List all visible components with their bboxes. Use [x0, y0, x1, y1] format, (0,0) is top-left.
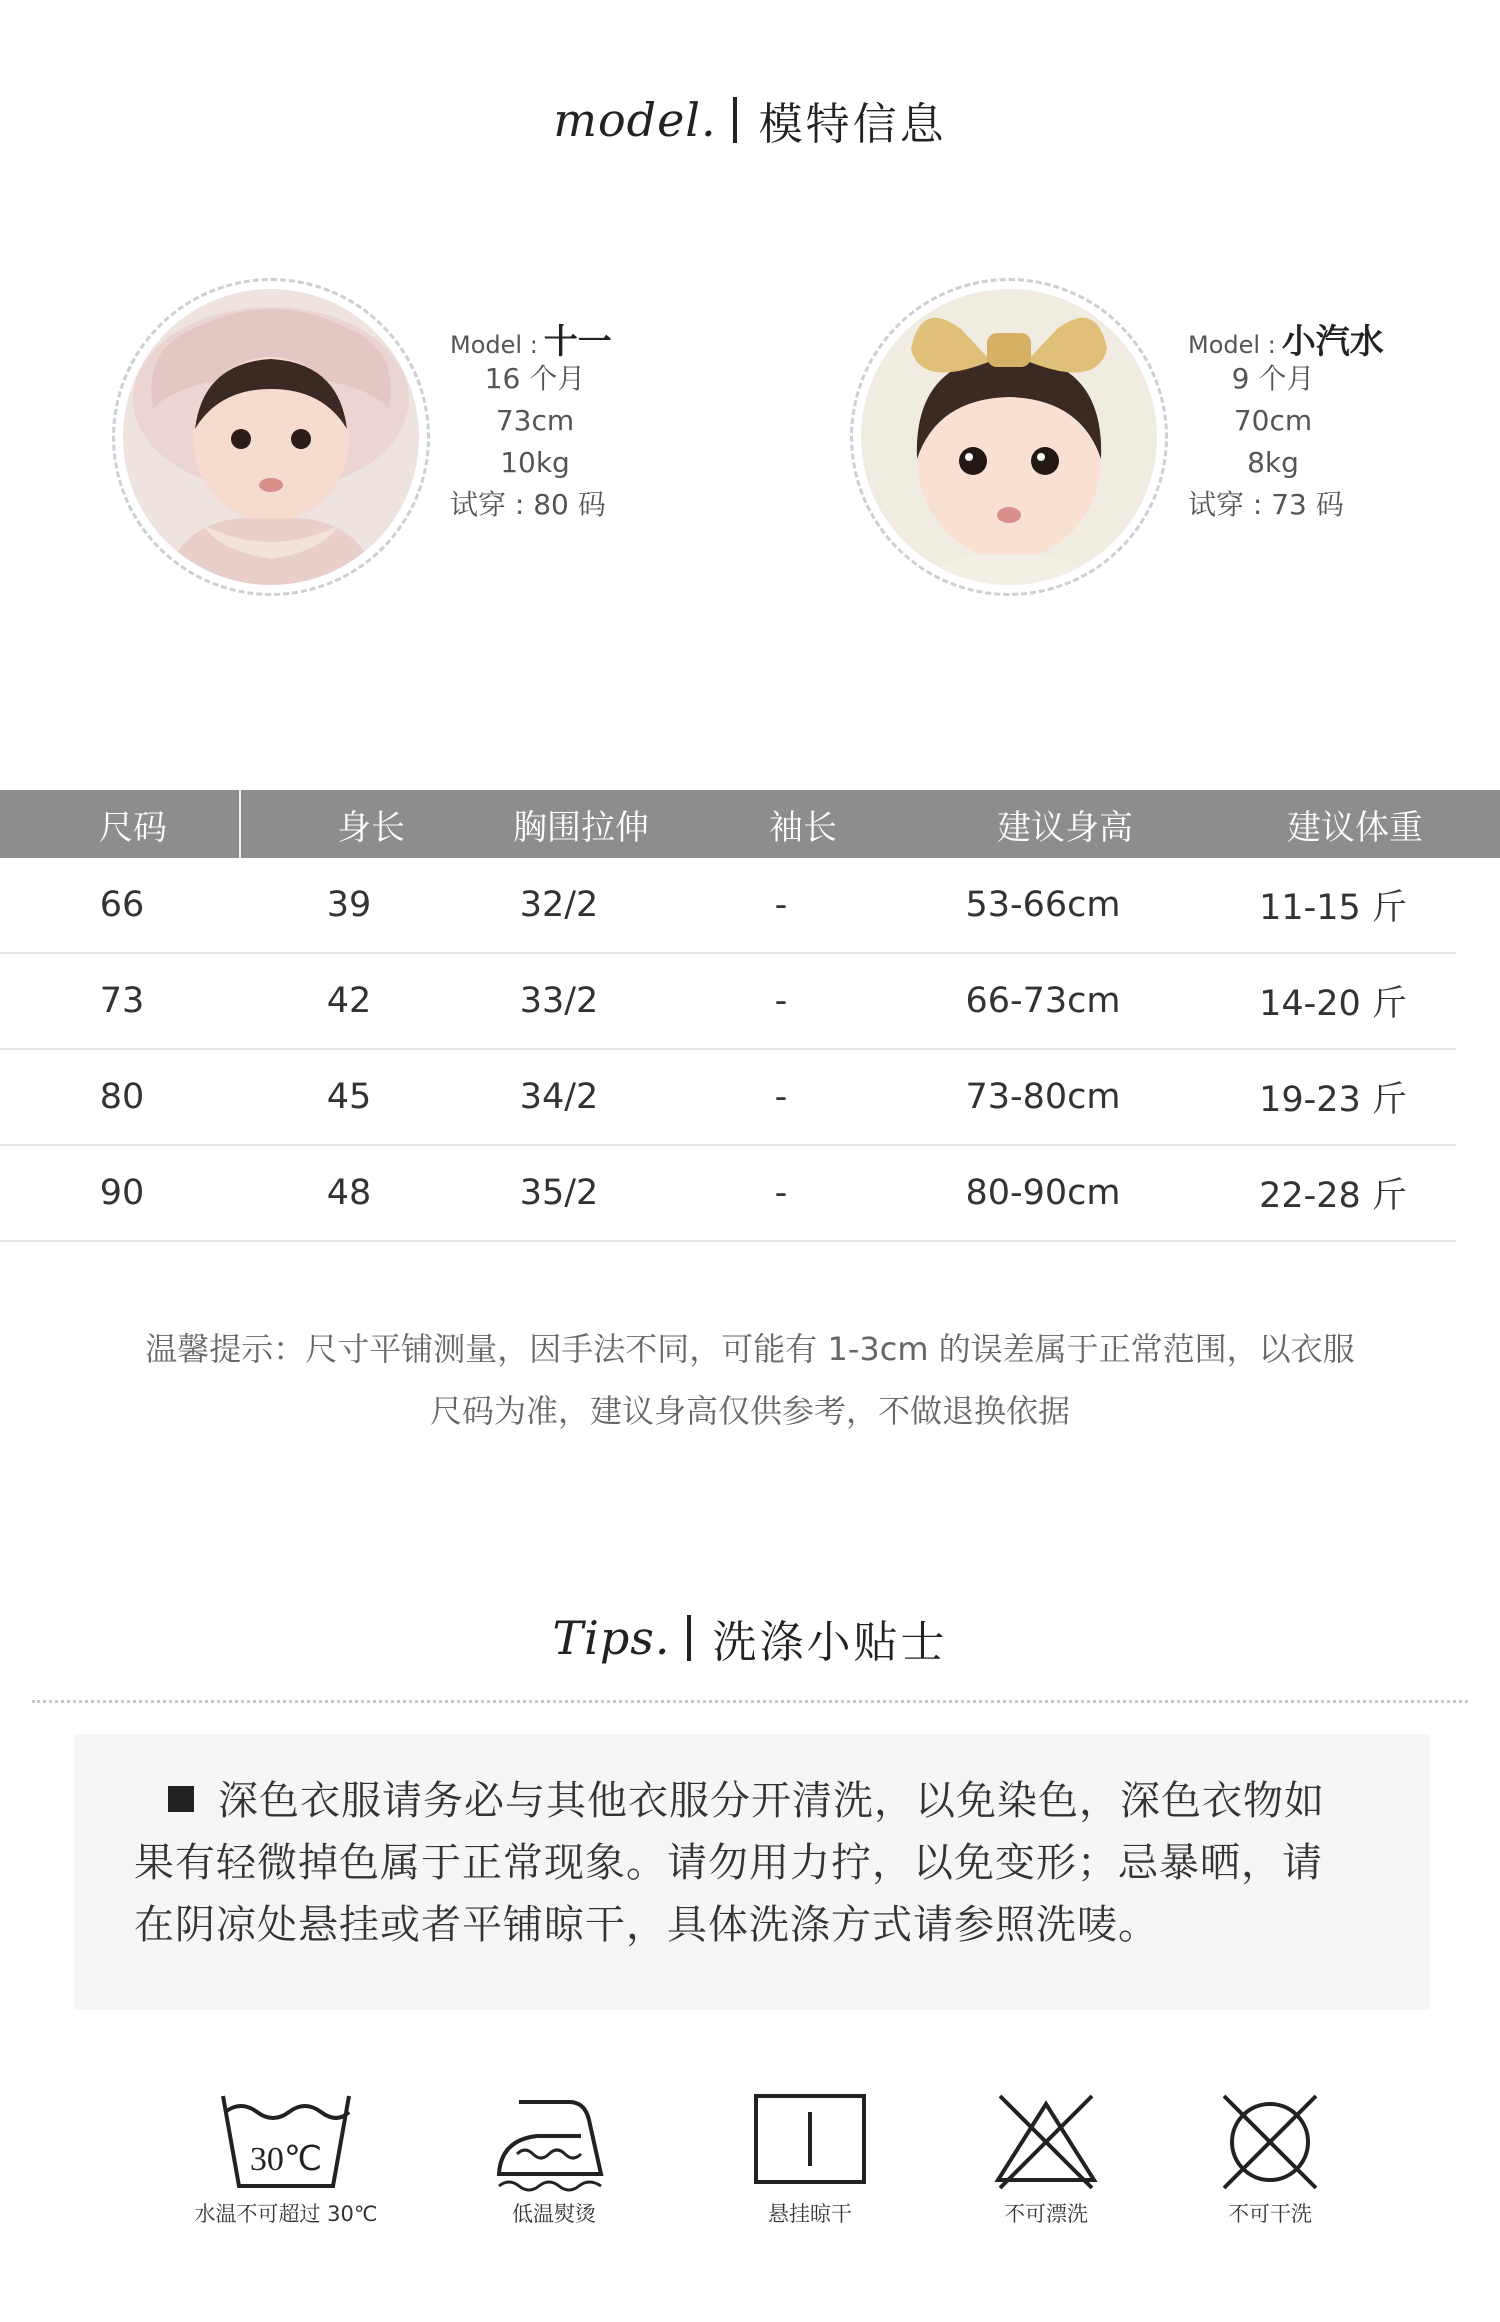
care-label: 不可干洗 — [1228, 2202, 1312, 2226]
model-fit-size: 试穿 : 73 码 — [1188, 488, 1344, 521]
header-chest: 胸围拉伸 — [513, 807, 649, 848]
cell-length: 45 — [326, 1077, 372, 1117]
tip-line-2: 尺码为准，建议身高仅供参考，不做退换依据 — [429, 1392, 1070, 1430]
cell-size: 90 — [99, 1173, 145, 1213]
header-size: 尺码 — [99, 807, 167, 848]
model-info — [1188, 314, 1428, 526]
cell-suggested-weight: 19-23 斤 — [1259, 1080, 1407, 1120]
hang-dry-icon — [750, 2090, 870, 2194]
cell-length: 48 — [326, 1173, 372, 1213]
wash-temp-text: 30℃ — [249, 2141, 323, 2178]
cell-length: 39 — [326, 885, 372, 925]
cell-suggested-height: 66-73cm — [965, 981, 1121, 1021]
cell-size: 80 — [99, 1077, 145, 1117]
model-script-word: model. — [553, 93, 717, 147]
model-section-heading: 模特信息 — [758, 99, 947, 150]
model-photo-frame — [112, 278, 430, 596]
care-line-2: 果有轻微掉色属于正常现象。请勿用力拧，以免变形；忌暴晒，请 — [134, 1840, 1323, 1886]
cell-suggested-height: 80-90cm — [965, 1173, 1121, 1213]
care-instructions-box — [74, 1734, 1430, 2010]
cell-suggested-height: 53-66cm — [965, 885, 1121, 925]
title-separator — [733, 97, 737, 143]
size-table — [0, 790, 1500, 1242]
care-item-iron — [454, 2090, 654, 2228]
size-measurement-tip — [0, 1318, 1500, 1442]
cell-chest: 33/2 — [519, 981, 599, 1021]
model-fit-size: 试穿 : 80 码 — [450, 488, 606, 521]
tips-script-word: Tips. — [552, 1611, 671, 1665]
model-weight: 10kg — [500, 446, 570, 479]
model-section-title — [0, 88, 1500, 152]
model-label: Model : — [1188, 331, 1276, 359]
care-item-wash — [186, 2090, 386, 2228]
cell-size: 73 — [99, 981, 145, 1021]
model-name: 十一 — [543, 322, 612, 362]
model-photo — [123, 289, 419, 585]
model-info — [450, 314, 690, 526]
cell-suggested-height: 73-80cm — [965, 1077, 1121, 1117]
header-length: 身长 — [337, 807, 405, 848]
care-label: 不可漂洗 — [1004, 2202, 1088, 2226]
model-photo-frame — [850, 278, 1168, 596]
cell-suggested-weight: 22-28 斤 — [1259, 1176, 1407, 1216]
cell-length: 42 — [326, 981, 372, 1021]
care-label: 悬挂晾干 — [768, 2202, 852, 2226]
header-suggested-weight: 建议体重 — [1287, 807, 1423, 848]
title-separator — [687, 1615, 691, 1661]
wash-30-icon — [211, 2090, 361, 2194]
model-weight: 8kg — [1247, 446, 1299, 479]
model-height: 73cm — [495, 404, 575, 437]
no-bleach-icon — [986, 2090, 1106, 2194]
header-sleeve: 袖长 — [769, 807, 837, 848]
table-row — [0, 1050, 1456, 1146]
model-age: 16 个月 — [484, 362, 586, 395]
care-label: 低温熨烫 — [512, 2202, 596, 2226]
model-age: 9 个月 — [1231, 362, 1315, 395]
header-divider — [239, 790, 241, 858]
model-height: 70cm — [1233, 404, 1313, 437]
table-row — [0, 858, 1456, 954]
cell-suggested-weight: 14-20 斤 — [1259, 984, 1407, 1024]
cell-sleeve: - — [774, 1173, 788, 1213]
cell-chest: 32/2 — [519, 885, 599, 925]
table-row — [0, 954, 1456, 1050]
bullet-square-icon — [168, 1786, 194, 1812]
cell-suggested-weight: 11-15 斤 — [1259, 888, 1407, 928]
model-photo — [861, 289, 1157, 585]
no-dry-clean-icon — [1210, 2090, 1330, 2194]
cell-size: 66 — [99, 885, 145, 925]
care-item-hang-dry — [710, 2090, 910, 2228]
model-card-1 — [112, 278, 772, 598]
wash-section-heading: 洗涤小贴士 — [712, 1617, 948, 1668]
care-line-3: 在阴凉处悬挂或者平铺晾干，具体洗涤方式请参照洗唛。 — [134, 1902, 1159, 1948]
care-icons-row — [0, 2090, 1500, 2250]
model-name: 小汽水 — [1281, 322, 1384, 362]
care-line-1: 深色衣服请务必与其他衣服分开清洗，以免染色，深色衣物如 — [134, 1770, 1374, 1832]
care-item-no-dry-clean — [1170, 2090, 1370, 2228]
low-iron-icon — [489, 2090, 619, 2194]
wash-section-title — [0, 1606, 1500, 1670]
cell-chest: 34/2 — [519, 1077, 599, 1117]
cell-sleeve: - — [774, 885, 788, 925]
care-item-no-bleach — [946, 2090, 1146, 2228]
cell-sleeve: - — [774, 1077, 788, 1117]
dotted-divider — [32, 1700, 1468, 1703]
cell-sleeve: - — [774, 981, 788, 1021]
model-card-2 — [850, 278, 1500, 598]
care-label: 水温不可超过 30℃ — [194, 2202, 378, 2226]
table-row — [0, 1146, 1456, 1242]
tip-line-1: 温馨提示：尺寸平铺测量，因手法不同，可能有 1-3cm 的误差属于正常范围，以衣服 — [145, 1330, 1355, 1368]
header-suggested-height: 建议身高 — [997, 807, 1133, 848]
cell-chest: 35/2 — [519, 1173, 599, 1213]
model-label: Model : — [450, 331, 538, 359]
table-header-row — [0, 790, 1500, 858]
